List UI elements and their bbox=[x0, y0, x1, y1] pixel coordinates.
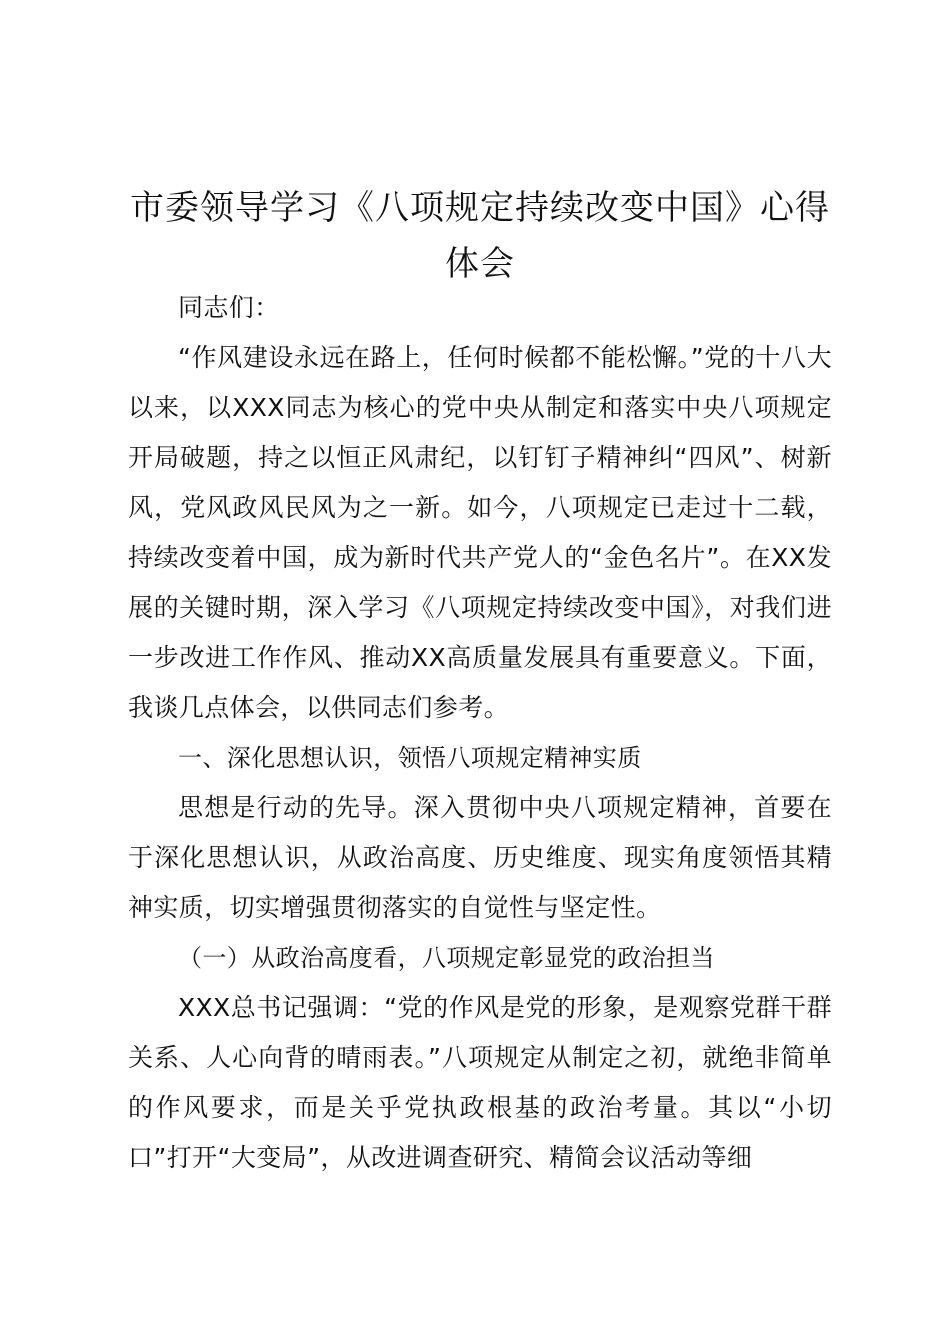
section-heading-1: 一、深化思想认识，领悟八项规定精神实质 bbox=[178, 744, 642, 772]
document-body bbox=[128, 283, 832, 1183]
document-title bbox=[120, 180, 840, 292]
salutation: 同志们： bbox=[178, 293, 280, 322]
intro-paragraph: “作风建设永远在路上，任何时候都不能松懈。”党的十八大以来，以XXX同志为核心的党中央从制定和落实中央八项规定开局破题，持之以恒正风肃纪，以钉钉子精神纠“四风”、树新风，党风政风民风为之一新。如今，八项规定已走过十二载，持续改变着中国，成为新时代共产党人的“金色名片”。在XX发展的关键时期，深入学习《八项规定持续改变中国》，对我们进一步改进工作作风、推动XX高质量发展具有重要意义。下面，我谈几点体会，以供同志们参考。 bbox=[128, 343, 832, 722]
subsection-paragraph-1: XXX总书记强调：“党的作风是党的形象，是观察党群干群关系、人心向背的晴雨表。”八项规定从制定之初，就绝非简单的作风要求，而是关乎党执政根基的政治考量。其以“小切口”打开“大变局”，从改进调查研究、精简会议活动等细 bbox=[128, 993, 832, 1172]
title-line-2: 体会 bbox=[445, 244, 515, 284]
section-paragraph-1: 思想是行动的先导。深入贯彻中央八项规定精神，首要在于深化思想认识，从政治高度、历史维度、现实角度领悟其精神实质，切实增强贯彻落实的自觉性与坚定性。 bbox=[128, 793, 832, 922]
subsection-heading-1: （一）从政治高度看，八项规定彰显党的政治担当 bbox=[178, 944, 715, 972]
title-line-1: 市委领导学习《八项规定持续改变中国》心得 bbox=[130, 188, 830, 228]
